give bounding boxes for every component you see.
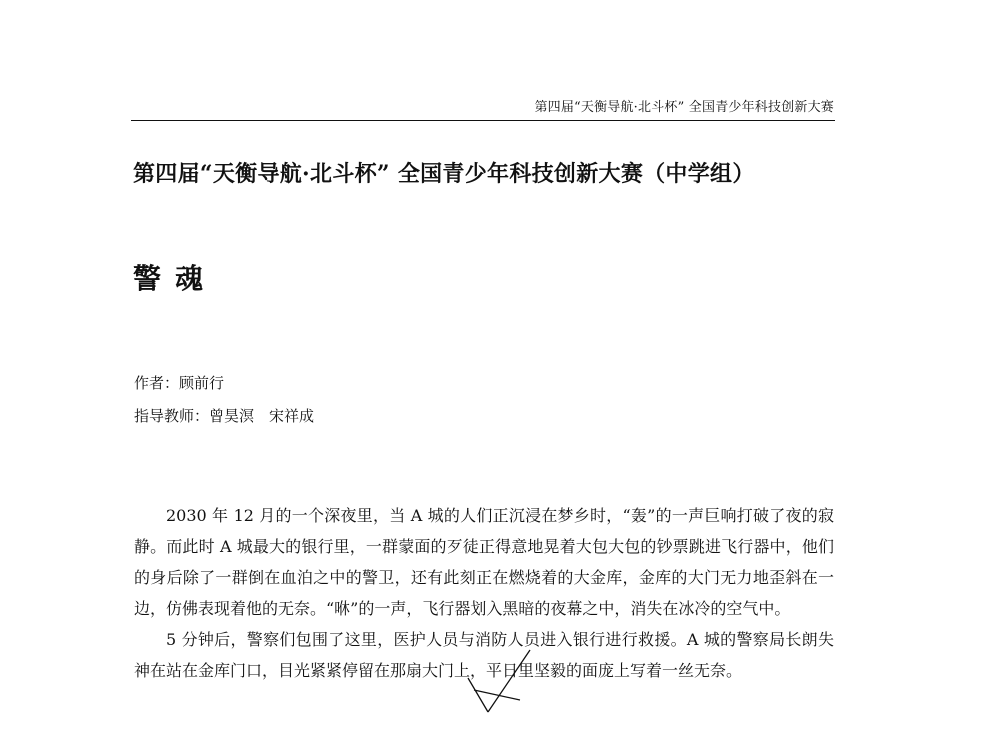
advisor-line: 指导教师：曾昊溟 宋祥成 [134, 407, 315, 425]
running-header: 第四届“天衡导航·北斗杯” 全国青少年科技创新大赛 [534, 100, 834, 115]
header-rule [131, 120, 835, 121]
story-title: 警魂 [133, 262, 218, 295]
author-line: 作者：顾前行 [134, 374, 225, 392]
document-title: 第四届“天衡导航·北斗杯” 全国青少年科技创新大赛（中学组） [133, 161, 755, 187]
paragraph-2: 5 分钟后，警察们包围了这里，医护人员与消防人员进入银行进行救援。A 城的警察局长朗失神在站在金库门口，目光紧紧停留在那扇大门上，平日里坚毅的面庞上写着一丝无奈。 [134, 630, 834, 680]
paragraph-1: 2030 年 12 月的一个深夜里，当 A 城的人们正沉浸在梦乡时，“轰”的一声巨响打破了夜的寂静。而此时 A 城最大的银行里，一群蒙面的歹徒正得意地晃着大包大包的钞票跳进飞行器中，他们的身后除了一群倒在血泊之中的警卫，还有此刻正在燃烧着的大金库，金库的大门无力地歪斜在一边，仿佛表现着他的无奈。“咻”的一声，飞行器划入黑暗的夜幕之中，消失在冰冷的空气中。 [134, 506, 834, 618]
body-text [134, 500, 834, 686]
